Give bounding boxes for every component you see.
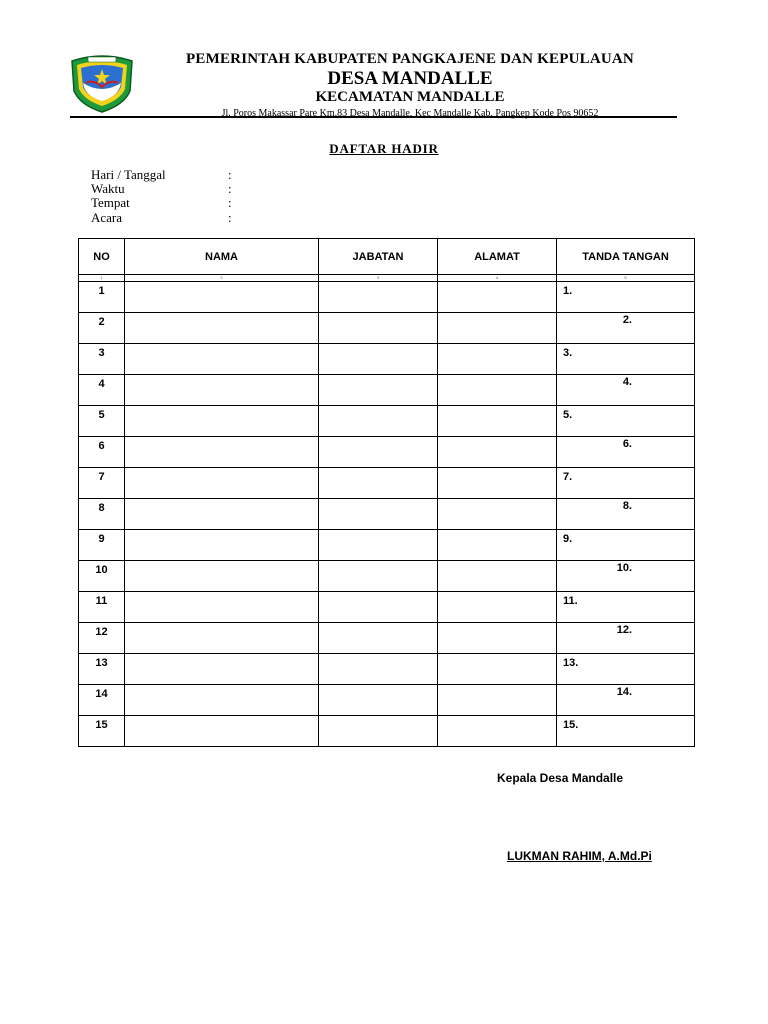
cell-nama[interactable] [125,344,319,375]
letterhead-divider [70,116,677,118]
cell-alamat[interactable] [438,313,557,344]
cell-jabatan[interactable] [319,468,438,499]
cell-tanda-tangan[interactable] [557,406,695,437]
row-number: 15 [79,716,125,747]
cell-jabatan[interactable] [319,406,438,437]
cell-jabatan[interactable] [319,685,438,716]
row-number: 10 [79,561,125,592]
header-alamat: ALAMAT [438,239,557,275]
cell-nama[interactable] [125,530,319,561]
signature-number: 3. [563,347,573,359]
signatory-title: Kepala Desa Mandalle [497,771,624,785]
column-index: 2 [125,275,319,282]
column-index: 3 [319,275,438,282]
table-header-row [79,239,695,275]
table-row [79,375,695,406]
cell-nama[interactable] [125,716,319,747]
header-tanda-tangan: TANDA TANGAN [557,239,695,275]
signature-number: 10. [616,562,632,574]
row-number: 8 [79,499,125,530]
row-number: 2 [79,313,125,344]
cell-tanda-tangan[interactable] [557,282,695,313]
column-index: 4 [438,275,557,282]
info-row-place [91,196,232,210]
header-nama: NAMA [125,239,319,275]
cell-nama[interactable] [125,685,319,716]
row-number: 9 [79,530,125,561]
cell-tanda-tangan[interactable] [557,623,695,654]
cell-alamat[interactable] [438,375,557,406]
signature-number: 4. [622,376,632,388]
row-number: 14 [79,685,125,716]
info-label: Hari / Tanggal [91,167,166,182]
attendance-table [78,238,695,747]
cell-alamat[interactable] [438,623,557,654]
cell-jabatan[interactable] [319,344,438,375]
cell-tanda-tangan[interactable] [557,499,695,530]
cell-tanda-tangan[interactable] [557,313,695,344]
table-row [79,499,695,530]
table-row [79,592,695,623]
table-row [79,282,695,313]
info-label: Acara [91,209,123,225]
cell-nama[interactable] [125,623,319,654]
cell-alamat[interactable] [438,561,557,592]
signature-number: 14. [616,686,632,698]
info-label: Waktu [91,181,125,197]
document-title: DAFTAR HADIR [329,141,439,156]
table-row [79,654,695,685]
cell-tanda-tangan[interactable] [557,654,695,685]
row-number: 6 [79,437,125,468]
table-row [79,468,695,499]
signature-number: 15. [563,719,579,731]
signature-number: 8. [622,500,632,512]
table-row [79,313,695,344]
cell-alamat[interactable] [438,344,557,375]
table-row [79,437,695,468]
cell-alamat[interactable] [438,654,557,685]
info-colon: : [228,167,232,182]
row-number: 1 [79,282,125,313]
letterhead [140,50,680,120]
cell-tanda-tangan[interactable] [557,561,695,592]
row-number: 13 [79,654,125,685]
cell-alamat[interactable] [438,499,557,530]
cell-jabatan[interactable] [319,282,438,313]
cell-nama[interactable] [125,375,319,406]
header-no: NO [79,239,125,275]
info-row-date [91,168,232,182]
regency-emblem-logo [68,53,136,113]
info-colon: : [228,195,232,211]
cell-nama[interactable] [125,654,319,685]
header-jabatan: JABATAN [319,239,438,275]
signature-number: 5. [563,409,573,421]
cell-nama[interactable] [125,468,319,499]
cell-alamat[interactable] [438,468,557,499]
letterhead-address: Jl. Poros Makassar Pare Km.83 Desa Mandalle, Kec Mandalle Kab, Pangkep Kode Pos 90652 [221,108,599,119]
cell-alamat[interactable] [438,592,557,623]
cell-nama[interactable] [125,499,319,530]
cell-tanda-tangan[interactable] [557,344,695,375]
cell-jabatan[interactable] [319,499,438,530]
cell-tanda-tangan[interactable] [557,530,695,561]
signature-number: 6. [622,438,632,450]
cell-alamat[interactable] [438,716,557,747]
row-number: 4 [79,375,125,406]
signature-number: 11. [563,595,578,607]
info-row-time [91,182,232,196]
column-index: 5 [557,275,695,282]
cell-nama[interactable] [125,313,319,344]
cell-nama[interactable] [125,561,319,592]
cell-alamat[interactable] [438,530,557,561]
cell-jabatan[interactable] [319,716,438,747]
cell-nama[interactable] [125,437,319,468]
table-row [79,623,695,654]
cell-alamat[interactable] [438,437,557,468]
signature-number: 9. [563,533,573,545]
letterhead-village: DESA MANDALLE [327,68,493,89]
cell-tanda-tangan[interactable] [557,437,695,468]
info-colon: : [228,209,232,225]
cell-alamat[interactable] [438,685,557,716]
column-index: 1 [79,275,125,282]
row-number: 7 [79,468,125,499]
cell-alamat[interactable] [438,282,557,313]
table-row [79,344,695,375]
cell-jabatan[interactable] [319,437,438,468]
cell-jabatan[interactable] [319,375,438,406]
table-row [79,685,695,716]
signature-number: 2. [622,314,632,326]
info-row-event [91,211,232,225]
letterhead-government: PEMERINTAH KABUPATEN PANGKAJENE DAN KEPULAUAN [186,51,634,67]
row-number: 12 [79,623,125,654]
signature-number: 13. [563,657,579,669]
table-row [79,530,695,561]
cell-jabatan[interactable] [319,623,438,654]
info-colon: : [228,181,232,197]
cell-tanda-tangan[interactable] [557,716,695,747]
table-row [79,561,695,592]
row-number: 3 [79,344,125,375]
signature-number: 12. [616,624,632,636]
cell-alamat[interactable] [438,406,557,437]
signatory-name: LUKMAN RAHIM, A.Md.Pi [507,849,652,863]
cell-tanda-tangan[interactable] [557,685,695,716]
cell-jabatan[interactable] [319,561,438,592]
cell-tanda-tangan[interactable] [557,592,695,623]
cell-tanda-tangan[interactable] [557,468,695,499]
row-number: 11 [79,592,125,623]
table-row [79,716,695,747]
column-index-row [79,275,695,282]
cell-jabatan[interactable] [319,592,438,623]
row-number: 5 [79,406,125,437]
cell-jabatan[interactable] [319,313,438,344]
cell-nama[interactable] [125,406,319,437]
table-row [79,406,695,437]
info-label: Tempat [91,195,130,211]
cell-tanda-tangan[interactable] [557,375,695,406]
event-info [91,168,232,225]
letterhead-district: KECAMATAN MANDALLE [315,89,505,105]
cell-nama[interactable] [125,282,319,313]
signature-number: 1. [563,285,573,297]
signature-number: 7. [563,471,573,483]
cell-nama[interactable] [125,592,319,623]
cell-jabatan[interactable] [319,530,438,561]
cell-jabatan[interactable] [319,654,438,685]
